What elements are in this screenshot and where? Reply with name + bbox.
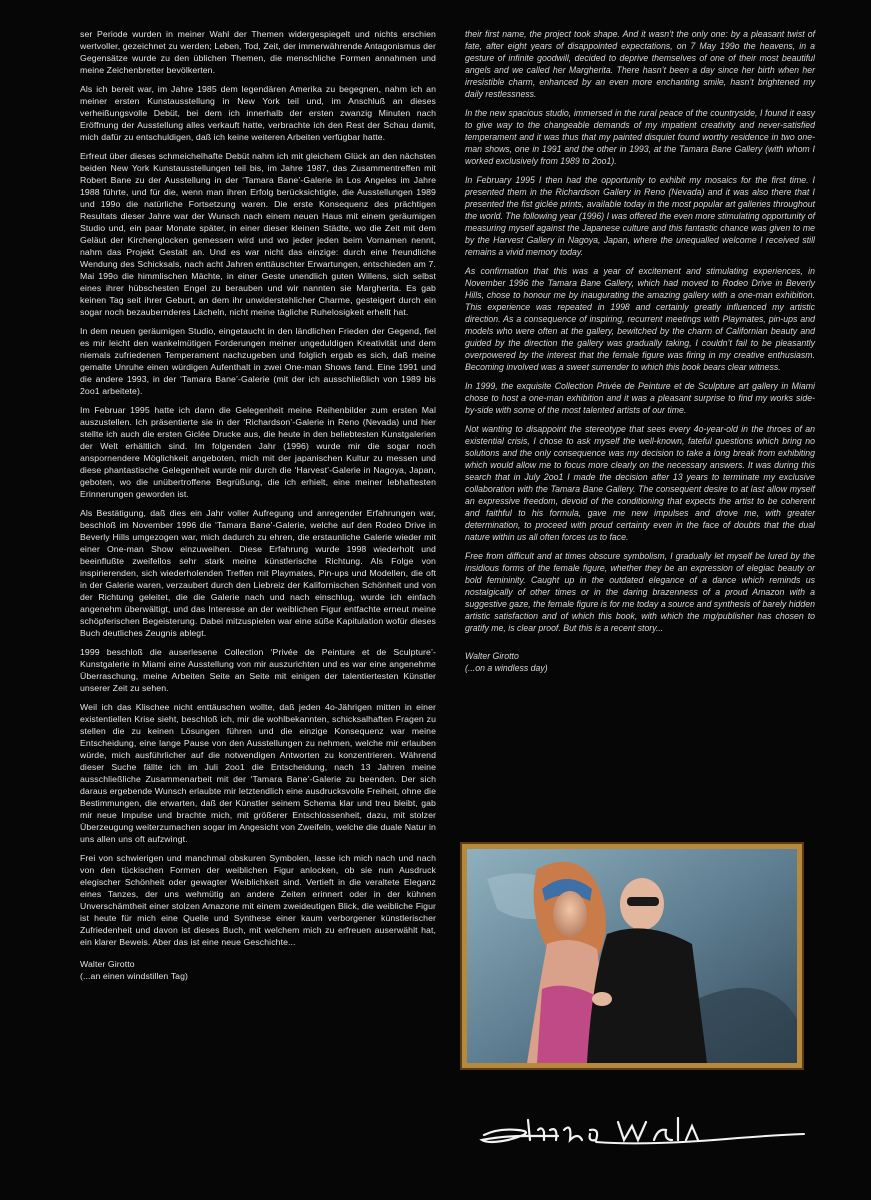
english-paragraph-4: As confirmation that this was a year of excitement and stimulating experiences, in November 1996 the Tamara Bane Gallery, which had moved to Rodeo Drive in Beverly Hills, chose to honour me by inaugurating the amazing gallery with a one-man exhibition. This experience was repeated in 1998 and certainly greatly influenced my artistic direction. As a consequence of inspiring, recurrent meetings with Playmates, pin-ups and models who were often at the gallery, bewitched by the charm of Californian beauty and guided by the direction the gallery was gradually taking, I couldn’t fail to be pleasantly overpowered by the interest that the female figure was firing in my creative enthusiasm. Becoming involved was a sweet surrender to which this book bears clear witness.: [465, 266, 815, 372]
autograph-signature: [478, 1100, 808, 1160]
english-paragraph-7: Free from difficult and at times obscure symbolism, I gradually let myself be lured by the insidious forms of the female figure, whether they be an expression of elegiac beauty or bold femininity. Caught up in the outdated elegance of a dance which reminds us nostalgically of other times or in the daring brazenness of a proud Amazon with a suggestive gaze, the female figure is for me today a source and synthesis of barely hidden artistic satisfaction and of which this book, with which the mg/publisher has chosen to gratify me, is clear proof. But this is a recent story...: [465, 551, 815, 633]
painting-image: [467, 849, 797, 1063]
german-paragraph-2: Als ich bereit war, im Jahre 1985 dem legendären Amerika zu begegnen, nahm ich an meiner ersten Kunstausstellung in New York teil und, im Anschluß an dieses verheißungsvolle Debüt, bei dem ich innerhalb der ersten zwanzig Minuten nach Eröffnung der Ausstellung alles verkauft hatte, verbrachte ich den Rest der Schau damit, mich dafür zu entschuldigen, daß ich keine weiteren Arbeiten verfügbar hatte.: [80, 84, 436, 142]
english-paragraph-1: their first name, the project took shape. And it wasn’t the only one: by a pleasant twist of fate, after eight years of disappointed expectations, on 7 May 199o the heavens, in a gesture of infinite goodwill, decided to deprive themselves of one of their most beautiful angels and we called her Margherita. There hasn’t been a day since her birth when her irresistible charm, enhanced by an even more enchanting smile, hasn’t brightened my daily restlessness.: [465, 29, 815, 99]
german-paragraph-7: 1999 beschloß die auserlesene Collection ‘Privée de Peinture et de Sculpture’-Kunstgalerie in Miami eine Ausstellung von mir auszurichten und es war eine angenehme Überraschung, meine Arbeiten Seite an Seite mit einigen der talentiertesten Künstler unserer Zeit zu sehen.: [80, 647, 436, 693]
english-text-column: [465, 28, 815, 674]
english-signature-note: (...on a windless day): [465, 663, 548, 673]
english-paragraph-5: In 1999, the exquisite Collection Privée de Peinture et de Sculpture art gallery in Miami chose to host a one-man exhibition and it was a pleasant surprise to find my works side-by-side with some of the most talented artists of our time.: [465, 381, 815, 415]
german-signature-note: (...an einen windstillen Tag): [80, 971, 189, 981]
english-signature-block: [465, 650, 815, 674]
english-paragraph-3: In February 1995 I then had the opportunity to exhibit my mosaics for the first time. I presented them in the Richardson Gallery in Reno (Nevada) and it was also there that I presented the fist giclée prints, available today in the most popular art galleries throughout the world. The following year (1996) I was offered the even more stimulating opportunity of measuring myself against the Japanese culture and this fantastic chance was given to me by the Harvest Gallery in Nagoya, Japan, where the unequalled welcome I received still remains a vivid memory today.: [465, 175, 815, 257]
german-text-column: [80, 28, 436, 982]
framed-painting: [462, 844, 802, 1068]
german-paragraph-1: ser Periode wurden in meiner Wahl der Themen widergespiegelt und nichts erschien wertvoller, gezeichnet zu werden; Leben, Tod, Zeit, der immerwährende Antagonismus der Gegensätze wurde zu den üblichen Themen, die menschliche Formen annahmen und meine Zeichenbretter bevölkerten.: [80, 29, 436, 75]
english-paragraph-2: In the new spacious studio, immersed in the rural peace of the countryside, I found it easy to give way to the changeable demands of my impatient creativity and never-satisfied temperament and it was thus that my painted disquiet found worthy residence in two one-man shows, one in 1991 and the other in 1993, at the Tamara Bane Gallery (with whom I worked exclusively from 1989 to 2oo1).: [465, 108, 815, 166]
english-paragraph-6: Not wanting to disappoint the stereotype that sees every 4o-year-old in the throes of an existential crisis, I chose to ask myself the well-known, fateful questions which bring no solutions and the only consequence was my decision to take a long break from exhibiting which would allow me to focus more clearly on the necessary answers. It was during this search that in July 2oo1 I made the decision after 13 years to terminate my exclusive collaboration with the Tamara Bane Gallery. The consequent desire to at last allow myself an expressive freedom, devoid of the conditioning that expects the artist to be coherent and faithful to his formula, gave me new impulses and drove me, with greater determination, to proceed with proud certainty even in the face of doubts that the dual nature within us all often forces us to face.: [465, 424, 815, 542]
german-paragraph-6: Als Bestätigung, daß dies ein Jahr voller Aufregung und anregender Erfahrungen war, beschloß im November 1996 die ‘Tamara Bane’-Galerie, welche auf den Rodeo Drive in Beverly Hills umgezogen war, mich dadurch zu ehren, die erstaunliche Galerie wieder mit einer One-man Show einzuweihen. Diese Erfahrung wurde 1998 wiederholt und beeinflußte zweifellos sehr stark meine künstlerische Richtung. Als Folge von inspirierenden, sich wiederholenden Treffen mit Playmates, Pin-ups und Modellen, die oft in der Galerie waren, verzaubert durch den Liebreiz der Kalifornischen Schönheit und von der Richtung geleitet, die die Galerie nach und nach einschlug, wurde ich einfach angenehm überwältigt, und das Interesse an der weiblichen Figur entfachte erneut meine schöpferischen Begeisterung. Dabei mitzuspielen war eine süße Kapitulation wofür dieses Buch deutliches Zeugnis ablegt.: [80, 508, 436, 638]
german-signature-name: Walter Girotto: [80, 959, 135, 969]
english-signature-name: Walter Girotto: [465, 651, 519, 661]
german-paragraph-9: Frei von schwierigen und manchmal obskuren Symbolen, lasse ich mich nach und nach von den tückischen Formen der weiblichen Figur anlocken, ob sie nun Ausdruck elegischer Schönheit oder gewagter Weiblichkeit sind. Vertieft in die veraltete Eleganz eines Tanzes, der uns wehmütig an andere Zeiten erinnert oder in der kühnen Unverschämtheit einer stolzen Amazone mit einem zweideutigen Blick, die weibliche Figur ist heute für mich eine Quelle und Synthese einer kaum verborgener künstlerischer Zufriedenheit und davon ist dieses Buch, mit welchem mich zu erfreuen auserwählt hat, ein klarer Beweis. Aber das ist eine neue Geschichte...: [80, 853, 436, 947]
german-paragraph-4: In dem neuen geräumigen Studio, eingetaucht in den ländlichen Frieden der Gegend, fiel es mir leicht den wankelmütigen Forderungen meiner ungeduldigen Kreativität und dem niemals zufriedenen Temperament nachzugeben und folglich ergab es sich, daß meine gemalte Unruhe einen würdigen Aufenthalt in zwei One-man Shows fand. Eine 1991 und die andere 1993, in der ‘Tamara Bane’-Galerie (mit der ich ausschließlich von 1989 bis 2oo1 arbeitete).: [80, 326, 436, 396]
german-paragraph-3: Erfreut über dieses schmeichelhafte Debüt nahm ich mit gleichem Glück an den nächsten beiden New York Kunstausstellungen teil bis, im Jahre 1987, das Zusammentreffen mit Robert Bane zu der Ausstellung in der ‘Tamara Bane’-Galerie in Los Angeles im Jahre 1988 führte, und für die, wenn man ihren Erfolg berücksichtigte, die Ausstellungen 1989 und 199o die natürliche Fortsetzung waren. Die erste Konsequenz des prächtigen Resultats dieser Jahre war der Wunsch nach einem neuen Haus mit einem geräumigen Studio und, ein paar Monate später, in einer dieser kleinen Städte, wo die Zeit mit dem Geläut der Kirchenglocken gemessen wird und wo jeder jeden beim Vornamen nennt, nahm das Projekt Gestalt an. Und es war nicht das einzige: durch eine freundliche Wendung des Schicksals, nach acht Jahren enttäuschter Erwartungen, entschieden am 7. Mai 199o die himmlischen Mächte, in einer Geste unendlich guten Willens, sich selbst eines ihrer hübschesten Engel zu berauben und wir nannten sie Margherita. Es gab keinen Tag seit ihrer Geburt, an dem ihr unwiderstehlicher Charme, gesteigert durch ein sogar noch bezaubernderes Lächeln, nicht meine tägliche Ruhelosigkeit erhellt hat.: [80, 151, 436, 317]
german-signature-block: [80, 958, 436, 982]
german-paragraph-8: Weil ich das Klischee nicht enttäuschen wollte, daß jeden 4o-Jährigen mitten in einer existentiellen Krise sieht, beschloß ich, mir die wohlbekannten, schicksalhaften Fragen zu stellen die zu keinen Lösungen führen und die einzige Konsequenz war meine Entscheidung, eine lange Pause von den Ausstellungen zu nehmen, welche mir erlauben würde, mich ausführlicher auf die notwendigen Antworten zu konzentrieren. Während dieser Suche fällte ich im Juli 2oo1 die Entscheidung, nach 13 Jahren meine ausschließliche Zusammenarbeit mit der ‘Tamara Bane’-Galerie zu beenden. Der sich daraus ergebende Wunsch erlaubte mir letztendlich eine ausdrucksvolle Freiheit, ohne die Bestimmungen, die erwarten, daß der Künstler seinem Schema klar und treu bleibt, gab mir neue Impulse und brachte mich, mit größerer Entschlossenheit, dazu, mit stolzer Überzeugung weiterzumachen sogar im Angesicht von Zweifeln, welche die duale Natur in uns allen uns oft aufzwingt.: [80, 702, 436, 844]
german-paragraph-5: Im Februar 1995 hatte ich dann die Gelegenheit meine Reihenbilder zum ersten Mal auszustellen. Ich präsentierte sie in der ‘Richardson’-Galerie in Reno (Nevada) und hier stellte ich auch die ersten Giclée Drucke aus, die heute in den beliebtesten Kunstgalerien der Welt erhältlich sind. Im folgenden Jahr (1996) wurde mir die sogar noch anspornendere Möglichkeit angeboten, mich mit der japanischen Kultur zu messen und diese phantastische Gelegenheit wurde mir durch die ‘Harvest’-Galerie in Nagoya, Japan, geboten, wo die unübertroffene Begrüßung, die ich erhielt, eine meiner lebhaftesten Erinnerungen geworden ist.: [80, 405, 436, 499]
